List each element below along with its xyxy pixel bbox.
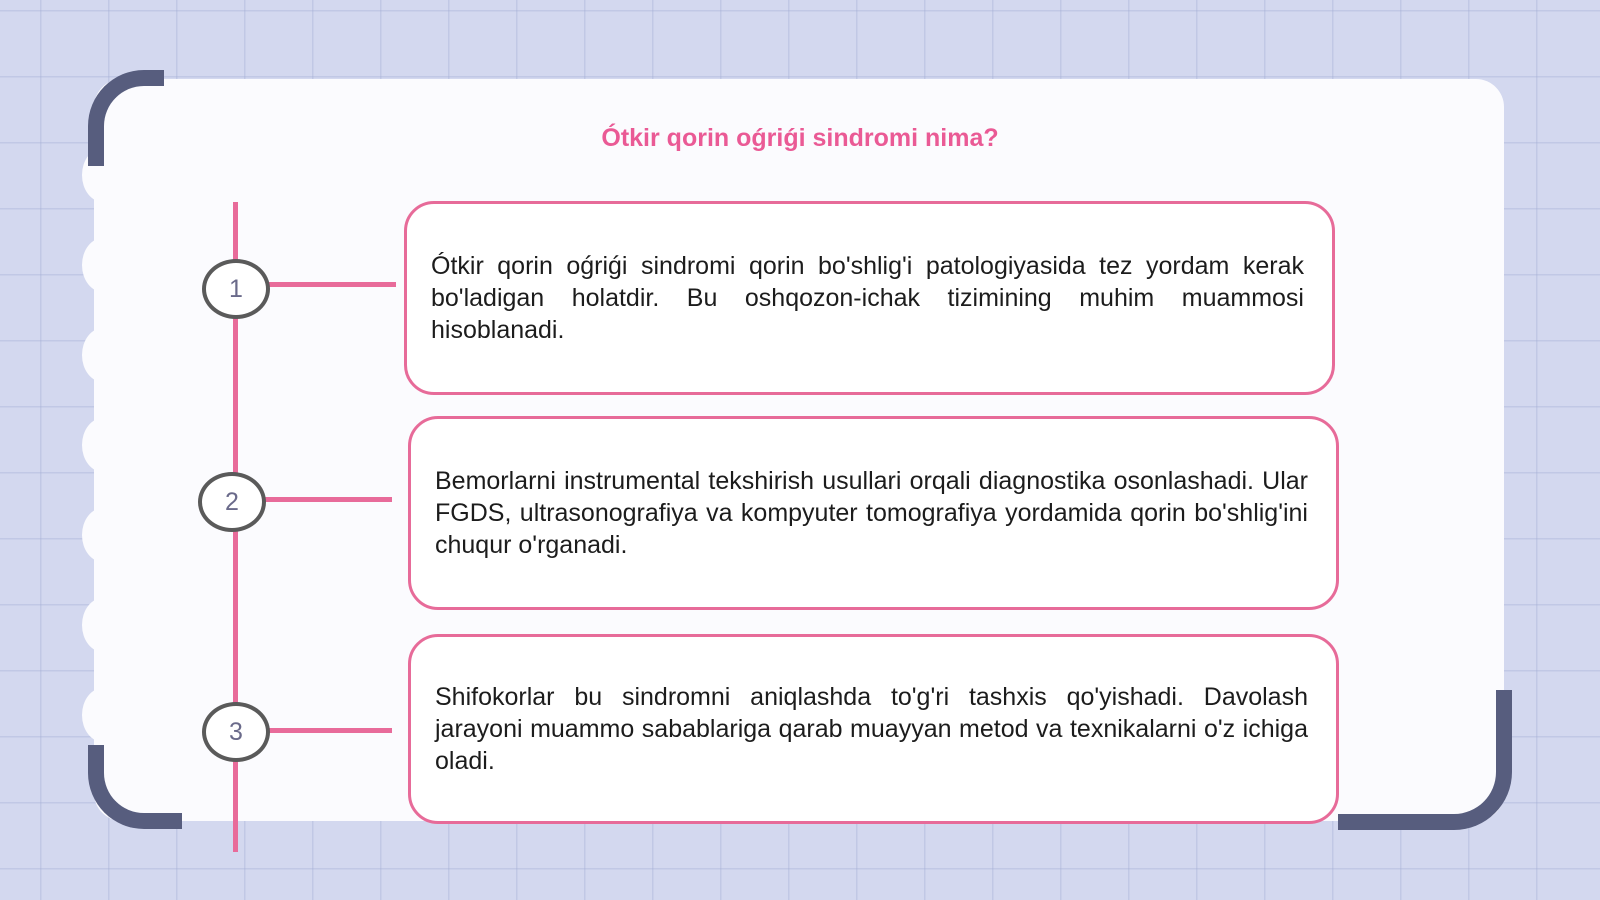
- step-number-label: 3: [229, 717, 243, 746]
- step-card-text: Ótkir qorin oǵriǵi sindromi qorin bo'shlig'i patologiyasida tez yordam kerak bo'ladigan holatdir. Bu oshqozon-ichak tizimining muhim muammosi hisoblanadi.: [431, 252, 1304, 344]
- step-card-3: [408, 634, 1339, 824]
- step-card-text: Bemorlarni instrumental tekshirish usullari orqali diagnostika osonlashadi. Ular FGDS, ultrasonografiya va kompyuter tomografiya yordamida qorin bo'shlig'ini chuqur o'rganadi.: [435, 467, 1308, 559]
- paper-notch: [82, 688, 124, 742]
- paper-notch: [82, 418, 124, 472]
- timeline-connector: [266, 728, 392, 733]
- step-number-3: [202, 702, 270, 762]
- slide-title: Ótkir qorin oǵriǵi sindromi nima?: [601, 124, 999, 152]
- paper-notch: [82, 238, 124, 292]
- frame-corner-bottom-right: [1338, 690, 1512, 830]
- paper-notch: [82, 328, 124, 382]
- timeline-connector: [262, 497, 392, 502]
- step-number-label: 2: [225, 487, 239, 516]
- paper-notch: [82, 598, 124, 652]
- frame-corner-bottom-left: [88, 745, 182, 829]
- step-card-2: [408, 416, 1339, 610]
- step-number-1: [202, 259, 270, 319]
- step-card-1: [404, 201, 1335, 395]
- step-number-label: 1: [229, 274, 243, 303]
- paper-notch: [82, 508, 124, 562]
- step-card-text: Shifokorlar bu sindromni aniqlashda to'g'ri tashxis qo'yishadi. Davolash jarayoni muammo sabablariga qarab muayyan metod va texnikalarni o'z ichiga oladi.: [435, 683, 1308, 775]
- timeline-connector: [266, 282, 396, 287]
- step-number-2: [198, 472, 266, 532]
